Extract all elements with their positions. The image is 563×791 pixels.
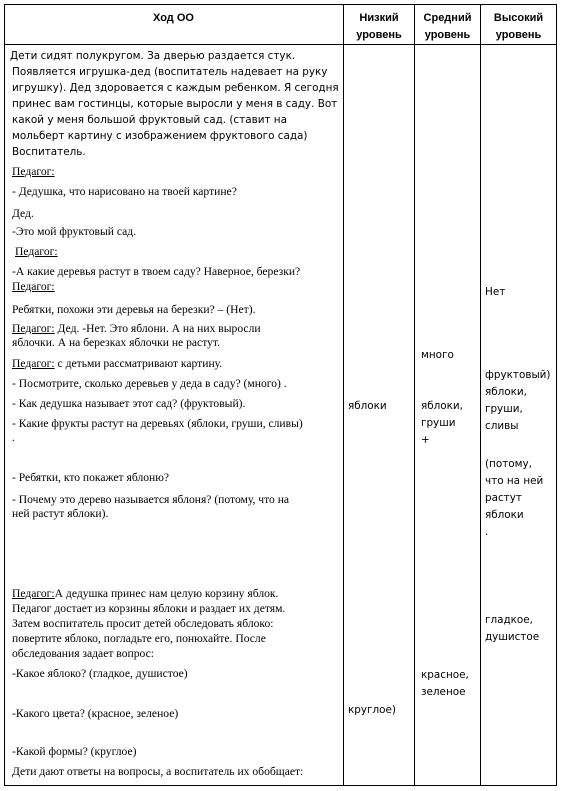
- teacher-label: Педагог:: [12, 280, 55, 293]
- question-line: Ребятки, похожи эти деревья на березки? – (Нет).: [12, 303, 256, 316]
- column-divider-1: [343, 4, 344, 786]
- mid-answer: зеленое: [421, 686, 466, 698]
- header-low-line2: уровень: [356, 29, 402, 41]
- intro-line: Воспитатель.: [12, 146, 86, 158]
- high-answer: что на ней: [485, 475, 544, 487]
- answer-line: яблочки. А на березках яблочки не растут.: [12, 336, 220, 349]
- procedure-line: повертите яблоко, погладьте его, понюхайте. После: [12, 632, 266, 645]
- header-mid-line2: уровень: [424, 29, 471, 41]
- table-border-bottom: [4, 785, 557, 786]
- high-answer: яблоки,: [485, 386, 527, 398]
- header-low-line1: Низкий: [359, 12, 399, 24]
- procedure-line: обследования задает вопрос:: [12, 647, 154, 660]
- high-answer: яблоки: [485, 509, 524, 521]
- question-line: ней растут яблоки).: [12, 507, 109, 520]
- high-answer: гладкое,: [485, 614, 533, 626]
- summary-line: Дети дают ответы на вопросы, а воспитатель их обобщает:: [12, 765, 304, 778]
- low-answer: круглое): [348, 704, 396, 716]
- procedure-line: Затем воспитатель просит детей обследовать яблоко:: [12, 617, 274, 630]
- answer-line: -Это мой фруктовый сад.: [12, 225, 137, 238]
- table-border-top: [4, 4, 557, 5]
- teacher-label: Педагог:: [15, 245, 58, 258]
- high-answer: растут: [485, 492, 522, 504]
- lesson-table: [4, 4, 557, 786]
- teacher-label: Педагог:: [12, 322, 55, 335]
- mid-answer: много: [421, 349, 454, 361]
- header-high-line1: Высокий: [493, 12, 544, 24]
- procedure-line: Педагог достает из корзины яблоки и раздает их детям.: [12, 602, 286, 615]
- question-line: .: [12, 431, 15, 444]
- question-line: - Посмотрите, сколько деревьев у деда в саду? (много) .: [12, 377, 287, 390]
- procedure-text: А дедушка принес нам целую корзину яблок.: [54, 587, 279, 600]
- teacher-label: Педагог:: [12, 587, 55, 600]
- high-answer: Нет: [485, 286, 506, 298]
- high-answer: (потому,: [485, 458, 532, 470]
- teacher-label: Педагог:: [12, 165, 55, 178]
- mid-answer: +: [421, 434, 430, 446]
- table-border-right: [556, 4, 557, 786]
- teacher-label: Педагог:: [12, 357, 55, 370]
- intro-line: мольберт картину с изображением фруктового сада): [12, 130, 308, 142]
- header-high-line2: уровень: [495, 29, 542, 41]
- header-mid-line1: Средний: [423, 12, 472, 24]
- intro-line: какой у меня большой фруктовый сад. (ставит на: [12, 114, 287, 126]
- question-line: - Какие фрукты растут на деревьях (яблоки, груши, сливы): [12, 417, 303, 430]
- grandpa-label: Дед.: [12, 207, 34, 220]
- mid-answer: груши: [421, 417, 456, 429]
- high-answer: сливы: [485, 420, 519, 432]
- column-divider-3: [480, 4, 481, 786]
- low-answer: яблоки: [348, 400, 387, 412]
- mid-answer: красное,: [421, 669, 469, 681]
- question-line: - Почему это дерево называется яблоня? (потому, что на: [12, 493, 290, 506]
- question-line: - Ребятки, кто покажет яблоню?: [12, 471, 170, 484]
- high-answer: груши,: [485, 403, 523, 415]
- action-line: [12, 357, 222, 371]
- procedure-line: [12, 587, 278, 601]
- question-line: - Дедушка, что нарисовано на твоей картине?: [12, 185, 237, 198]
- mid-answer: яблоки,: [421, 400, 463, 412]
- header-divider: [4, 44, 557, 45]
- intro-line: игрушку). Дед здоровается с каждым ребенком. Я сегодня: [12, 82, 339, 94]
- question-line: -Какое яблоко? (гладкое, душистое): [12, 667, 188, 680]
- question-line: - Как дедушка называет этот сад? (фруктовый).: [12, 397, 246, 410]
- question-line: -Какого цвета? (красное, зеленое): [12, 707, 179, 720]
- answer-text: Дед. -Нет. Это яблони. А на них выросли: [54, 322, 261, 335]
- high-answer: душистое: [485, 631, 540, 643]
- answer-line: [12, 322, 261, 336]
- column-divider-2: [414, 4, 415, 786]
- intro-line: Появляется игрушка-дед (воспитатель надевает на руку: [12, 66, 328, 78]
- question-line: -А какие деревья растут в твоем саду? Наверное, березки?: [12, 265, 301, 278]
- high-answer: фруктовый): [485, 369, 551, 381]
- high-answer: .: [485, 526, 489, 538]
- intro-line: принес вам гостинцы, которые выросли у меня в саду. Вот: [12, 98, 338, 110]
- intro-line: Дети сидят полукругом. За дверью раздается стук.: [10, 50, 296, 62]
- action-text: с детьми рассматривают картину.: [54, 357, 223, 370]
- question-line: -Какой формы? (круглое): [12, 745, 137, 758]
- header-course: Ход ОО: [153, 12, 194, 24]
- table-border-left: [4, 4, 5, 786]
